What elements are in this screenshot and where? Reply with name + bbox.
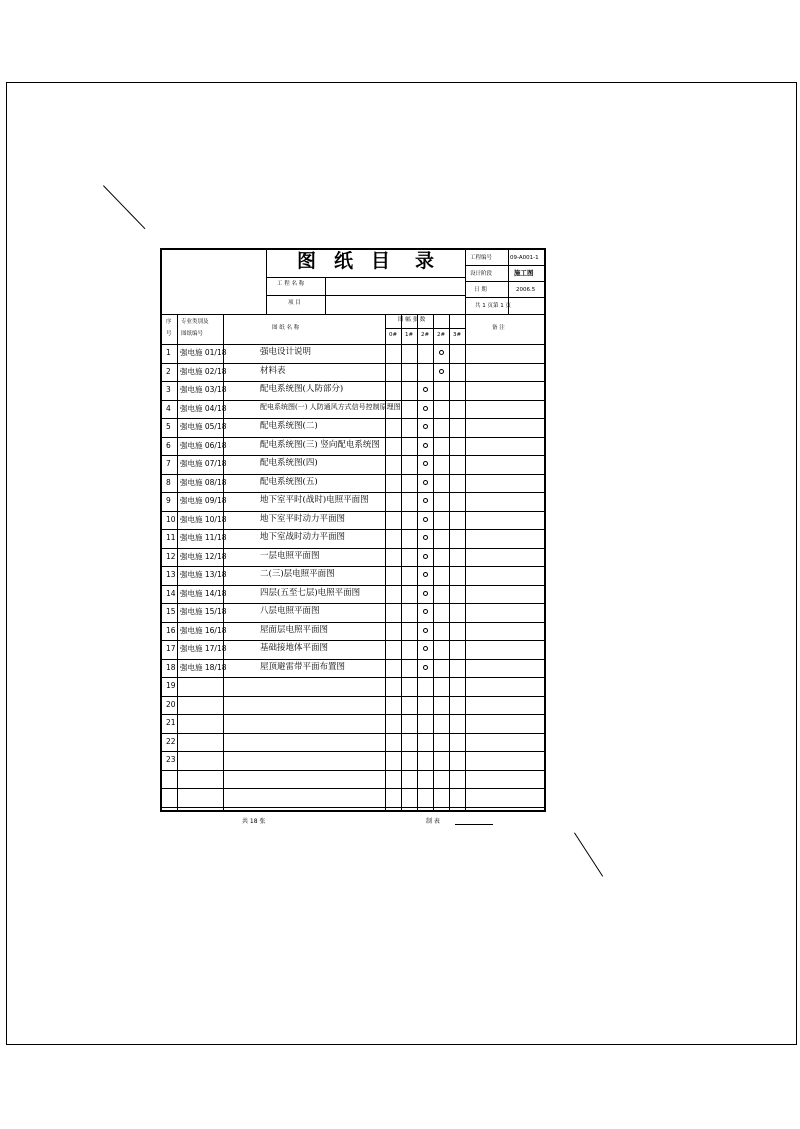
mark-circle	[423, 387, 428, 392]
row-code: 强电施 08/18	[180, 478, 227, 487]
code-header: 图纸编号	[181, 331, 204, 337]
row-code: 强电施 15/18	[180, 607, 227, 616]
table-row	[162, 437, 544, 438]
mark-circle	[423, 665, 428, 670]
table-row	[162, 511, 544, 512]
design-stage: 施工图	[514, 269, 534, 277]
row-number: 10	[166, 515, 176, 524]
row-number: 9	[166, 496, 171, 505]
table-row	[162, 622, 544, 623]
table-row	[162, 696, 544, 697]
page-info: 共 1 页第 1 页	[475, 303, 511, 309]
mark-circle	[423, 628, 428, 633]
title-char-2: 目	[371, 250, 391, 272]
header-line	[266, 295, 465, 296]
column-line	[385, 314, 386, 810]
table-row	[162, 455, 544, 456]
row-code: 强电施 01/18	[180, 348, 227, 357]
date-label: 日 期	[474, 287, 487, 293]
row-code: 强电施 10/18	[180, 515, 227, 524]
table-row	[162, 529, 544, 530]
row-code: 强电施 18/18	[180, 663, 227, 672]
table-row	[162, 418, 544, 419]
table-row	[162, 677, 544, 678]
row-name: 八层电照平面图	[260, 606, 320, 616]
size-header-0: 0#	[389, 332, 398, 338]
mark-circle	[439, 350, 444, 355]
column-line	[401, 314, 402, 810]
project-no: 09-A001-1	[510, 255, 539, 261]
mark-circle	[423, 517, 428, 522]
project-name-label: 工 程 名 称	[277, 281, 305, 287]
row-number: 1	[166, 348, 171, 357]
mark-circle	[423, 461, 428, 466]
row-code: 强电施 03/18	[180, 385, 227, 394]
table-row	[162, 733, 544, 734]
row-number: 17	[166, 644, 176, 653]
mark-circle	[423, 480, 428, 485]
date: 2006.5	[516, 287, 536, 293]
table-row	[162, 474, 544, 475]
row-number: 5	[166, 422, 171, 431]
row-name: 配电系统图(人防部分)	[260, 384, 344, 394]
table-row	[162, 603, 544, 604]
row-name: 一层电照平面图	[260, 551, 320, 561]
mark-circle	[423, 424, 428, 429]
row-name: 地下室平时(战时)电照平面图	[260, 495, 369, 505]
size-group-line	[385, 328, 465, 329]
row-number: 6	[166, 441, 171, 450]
name-header: 图 纸 名 称	[272, 325, 300, 331]
row-code: 强电施 06/18	[180, 441, 227, 450]
row-name: 配电系统图(二)	[260, 421, 318, 431]
row-number: 21	[166, 718, 176, 727]
row-name: 材料表	[260, 366, 286, 376]
header-divider	[325, 277, 326, 314]
row-name: 二(三)层电照平面图	[260, 569, 335, 579]
row-name: 配电系统图(一) 人防通风方式信号控制原理图	[260, 403, 401, 411]
table-row	[162, 640, 544, 641]
mark-circle	[423, 443, 428, 448]
code-header: 专业类别及	[181, 319, 209, 325]
remarks-header: 备 注	[492, 325, 505, 331]
row-number: 2	[166, 367, 171, 376]
mark-circle	[423, 609, 428, 614]
row-number: 14	[166, 589, 176, 598]
row-name: 地下室平时动力平面图	[260, 514, 346, 524]
table-row	[162, 659, 544, 660]
title-char-1: 纸	[334, 250, 354, 272]
table-row	[162, 400, 544, 401]
row-number: 15	[166, 607, 176, 616]
table-row	[162, 363, 544, 364]
prepared-by-label: 制 表	[426, 818, 440, 825]
row-number: 19	[166, 681, 176, 690]
size-header-1: 1#	[405, 332, 414, 338]
table-row	[162, 585, 544, 586]
table-row	[162, 566, 544, 567]
header-line	[465, 297, 544, 298]
column-line	[417, 314, 418, 810]
size-group-header: 图 幅 张 数	[398, 317, 426, 323]
total-sheets: 共 18 张	[242, 818, 266, 825]
row-name: 强电设计说明	[260, 347, 312, 357]
size-header-4: 3#	[453, 332, 462, 338]
row-number: 7	[166, 459, 171, 468]
size-header-2: 2#	[421, 332, 430, 338]
table-row	[162, 492, 544, 493]
table-row	[162, 381, 544, 382]
row-code: 强电施 12/18	[180, 552, 227, 561]
row-number: 23	[166, 755, 176, 764]
row-code: 强电施 05/18	[180, 422, 227, 431]
item-label: 项 目	[288, 300, 301, 306]
row-code: 强电施 02/18	[180, 367, 227, 376]
row-name: 基础接地体平面图	[260, 643, 329, 653]
size-header-3: 2#	[437, 332, 446, 338]
header-bottom-line	[162, 314, 544, 315]
header-line	[465, 265, 544, 266]
row-number: 12	[166, 552, 176, 561]
project-no-label: 工程编号	[470, 255, 493, 261]
table-row	[162, 714, 544, 715]
row-number: 8	[166, 478, 171, 487]
row-code: 强电施 17/18	[180, 644, 227, 653]
row-code: 强电施 16/18	[180, 626, 227, 635]
mark-circle	[423, 498, 428, 503]
mark-circle	[439, 369, 444, 374]
row-name: 配电系统图(四)	[260, 458, 318, 468]
row-name: 配电系统图(三) 竖向配电系统图	[260, 440, 380, 450]
row-number: 11	[166, 533, 176, 542]
mark-circle	[423, 591, 428, 596]
row-name: 四层(五至七层)电照平面图	[260, 588, 361, 598]
table-row	[162, 770, 544, 771]
header-divider	[465, 250, 466, 314]
column-line	[449, 314, 450, 810]
header-divider	[266, 250, 267, 314]
mark-circle	[423, 572, 428, 577]
row-name: 屋面层电照平面图	[260, 625, 329, 635]
mark-circle	[423, 535, 428, 540]
mark-circle	[423, 646, 428, 651]
design-stage-label: 设计阶段	[470, 271, 493, 277]
row-name: 地下室战时动力平面图	[260, 532, 346, 542]
column-line	[433, 314, 434, 810]
row-code: 强电施 13/18	[180, 570, 227, 579]
table-row	[162, 751, 544, 752]
row-number: 13	[166, 570, 176, 579]
title-char-3: 录	[415, 250, 435, 272]
header-line	[266, 277, 465, 278]
prepared-by-line	[455, 824, 493, 825]
row-number: 3	[166, 385, 171, 394]
table-row	[162, 788, 544, 789]
table-row	[162, 548, 544, 549]
drawing-index-sheet	[160, 248, 546, 812]
row-number: 4	[166, 404, 171, 413]
row-code: 强电施 11/18	[180, 533, 227, 542]
row-number: 20	[166, 700, 176, 709]
row-number: 16	[166, 626, 176, 635]
row-code: 强电施 14/18	[180, 589, 227, 598]
row-code: 强电施 04/18	[180, 404, 227, 413]
title-char-0: 图	[297, 250, 317, 272]
mark-circle	[423, 554, 428, 559]
column-line	[465, 314, 466, 810]
row-number: 22	[166, 737, 176, 746]
seq-header: 序	[166, 319, 172, 325]
seq-header: 号	[166, 331, 172, 337]
row-code: 强电施 09/18	[180, 496, 227, 505]
row-name: 屋顶避雷带平面布置图	[260, 662, 346, 672]
row-number: 18	[166, 663, 176, 672]
table-row	[162, 807, 544, 808]
row-code: 强电施 07/18	[180, 459, 227, 468]
row-name: 配电系统图(五)	[260, 477, 318, 487]
mark-circle	[423, 406, 428, 411]
column-line	[177, 314, 178, 810]
header-line	[465, 281, 544, 282]
column-header-bottom-line	[162, 344, 544, 345]
